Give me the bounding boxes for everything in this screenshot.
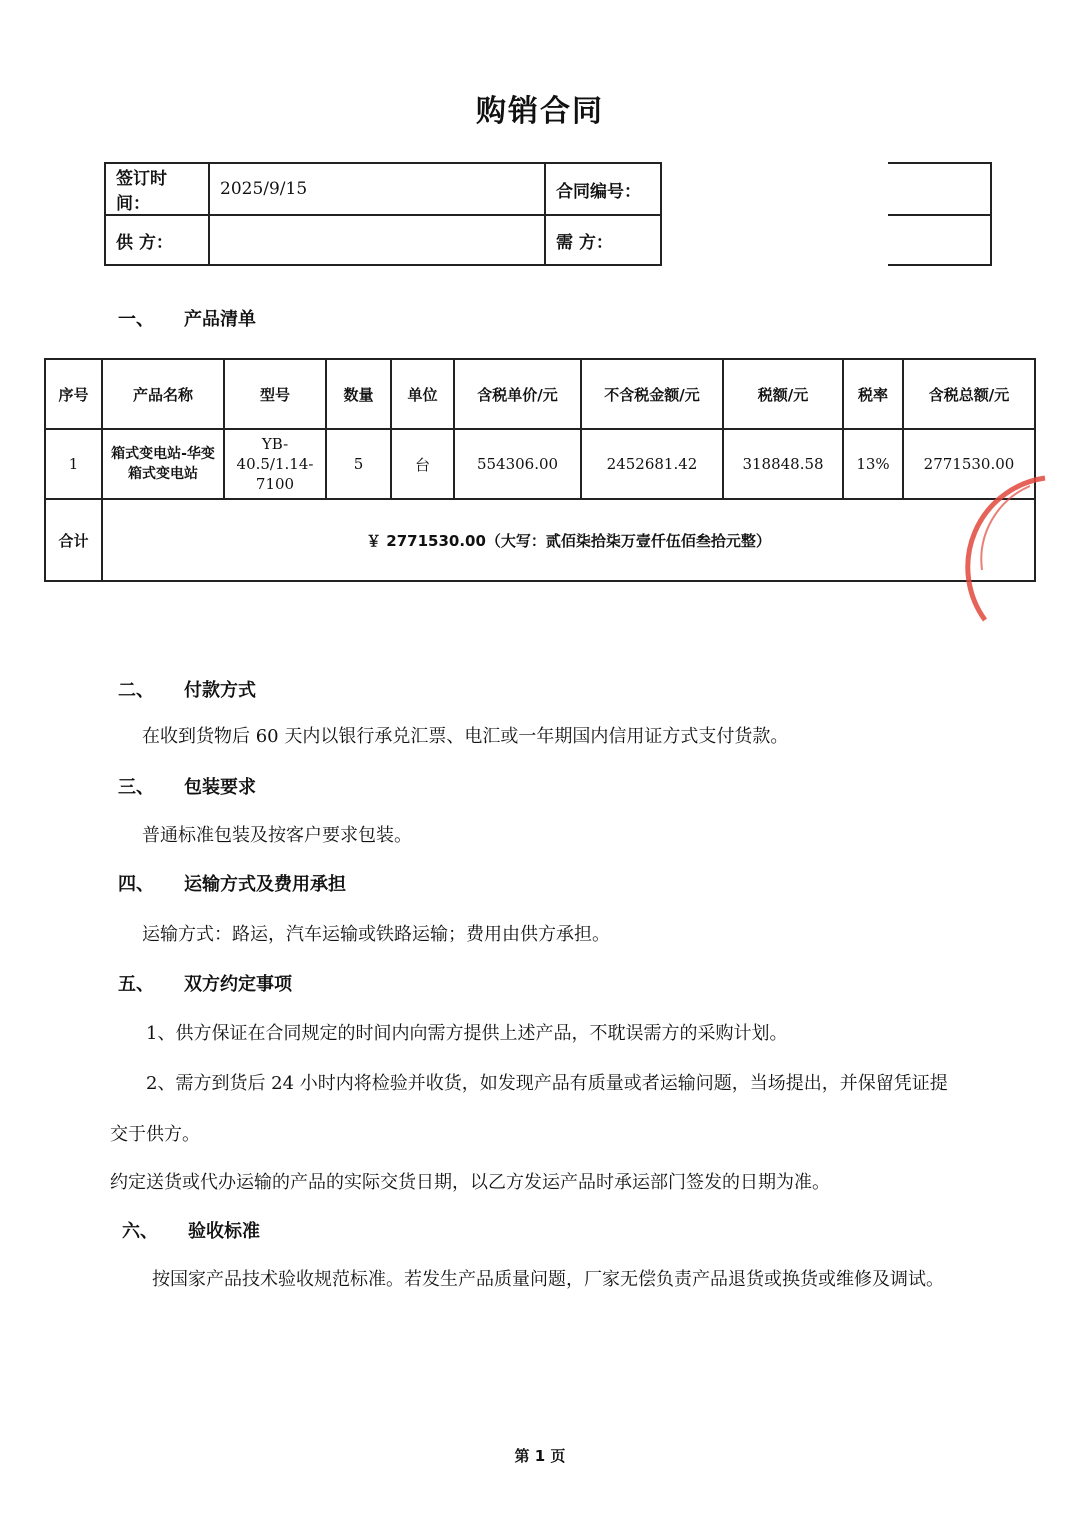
cell-qty: 5 <box>326 429 391 499</box>
table-row <box>45 429 1035 499</box>
section-4-text: 运输方式：路运，汽车运输或铁路运输；费用由供方承担。 <box>142 924 610 945</box>
buyer-label: 需 方： <box>545 215 661 265</box>
section-3-heading <box>118 773 256 799</box>
cell-amount-ex-tax: 2452681.42 <box>581 429 723 499</box>
section-3-text: 普通标准包装及按客户要求包装。 <box>142 825 412 846</box>
col-header: 序号 <box>45 359 102 429</box>
section-5-item-2-line-1: 2、需方到货后 24 小时内将检验并收货，如发现产品有质量或者运输问题，当场提出，并保留凭证提 <box>146 1073 948 1094</box>
section-5-item-3: 约定送货或代办运输的产品的实际交货日期，以乙方发运产品时承运部门签发的日期为准。 <box>110 1172 830 1193</box>
col-header: 数量 <box>326 359 391 429</box>
section-6-text: 按国家产品技术验收规范标准。若发生产品质量问题，厂家无偿负责产品退货或换货或维修及调试。 <box>152 1269 944 1290</box>
cell-unit: 台 <box>391 429 454 499</box>
col-header: 不含税金额/元 <box>581 359 723 429</box>
section-3-title: 包装要求 <box>184 777 256 798</box>
section-4-number: 四、 <box>118 874 154 895</box>
col-header: 税率 <box>843 359 903 429</box>
col-header: 税额/元 <box>723 359 843 429</box>
product-table-header <box>45 359 1035 429</box>
section-4-title: 运输方式及费用承担 <box>184 874 346 895</box>
table-total-row <box>45 499 1035 581</box>
contract-no-label: 合同编号： <box>545 163 661 215</box>
cell-unit-price: 554306.00 <box>454 429 581 499</box>
cell-model: YB-40.5/1.14-7100 <box>224 429 326 499</box>
cell-tax: 318848.58 <box>723 429 843 499</box>
section-6-title: 验收标准 <box>188 1221 260 1242</box>
section-5-heading <box>118 970 292 996</box>
col-header: 产品名称 <box>102 359 224 429</box>
section-2-number: 二、 <box>118 680 154 701</box>
supplier-label: 供 方： <box>105 215 209 265</box>
section-5-number: 五、 <box>118 974 154 995</box>
section-5-item-1: 1、供方保证在合同规定的时间内向需方提供上述产品，不耽误需方的采购计划。 <box>146 1023 788 1044</box>
cell-product-name: 箱式变电站-华变箱式变电站 <box>102 429 224 499</box>
page-number: 第 1 页 <box>514 1447 566 1465</box>
section-6-number: 六、 <box>122 1221 158 1242</box>
col-header: 单位 <box>391 359 454 429</box>
section-5-title: 双方约定事项 <box>184 974 292 995</box>
cell-tax-rate: 13% <box>843 429 903 499</box>
section-1-number: 一、 <box>118 309 154 330</box>
section-1-title: 产品清单 <box>184 309 256 330</box>
col-header: 含税总额/元 <box>903 359 1035 429</box>
section-2-text: 在收到货物后 60 天内以银行承兑汇票、电汇或一年期国内信用证方式支付货款。 <box>142 726 789 747</box>
section-1-heading <box>118 305 256 331</box>
document-title: 购销合同 <box>476 94 604 129</box>
section-3-number: 三、 <box>118 777 154 798</box>
sign-date-label: 签订时间： <box>105 163 209 215</box>
total-amount-text: ￥ 2771530.00（大写：贰佰柒拾柒万壹仟伍佰叁拾元整） <box>102 499 1035 581</box>
section-2-title: 付款方式 <box>184 680 256 701</box>
col-header: 型号 <box>224 359 326 429</box>
cell-total: 2771530.00 <box>903 429 1035 499</box>
col-header: 含税单价/元 <box>454 359 581 429</box>
product-table <box>44 358 1036 582</box>
redacted-area <box>662 150 888 268</box>
total-label: 合计 <box>45 499 102 581</box>
section-5-item-2-line-2: 交于供方。 <box>110 1124 200 1145</box>
cell-seq: 1 <box>45 429 102 499</box>
section-6-heading <box>122 1217 260 1243</box>
section-2-heading <box>118 676 256 702</box>
section-4-heading <box>118 870 346 896</box>
sign-date-value: 2025/9/15 <box>209 163 545 215</box>
red-seal-stamp-icon <box>960 470 1050 640</box>
supplier-value <box>209 215 545 265</box>
